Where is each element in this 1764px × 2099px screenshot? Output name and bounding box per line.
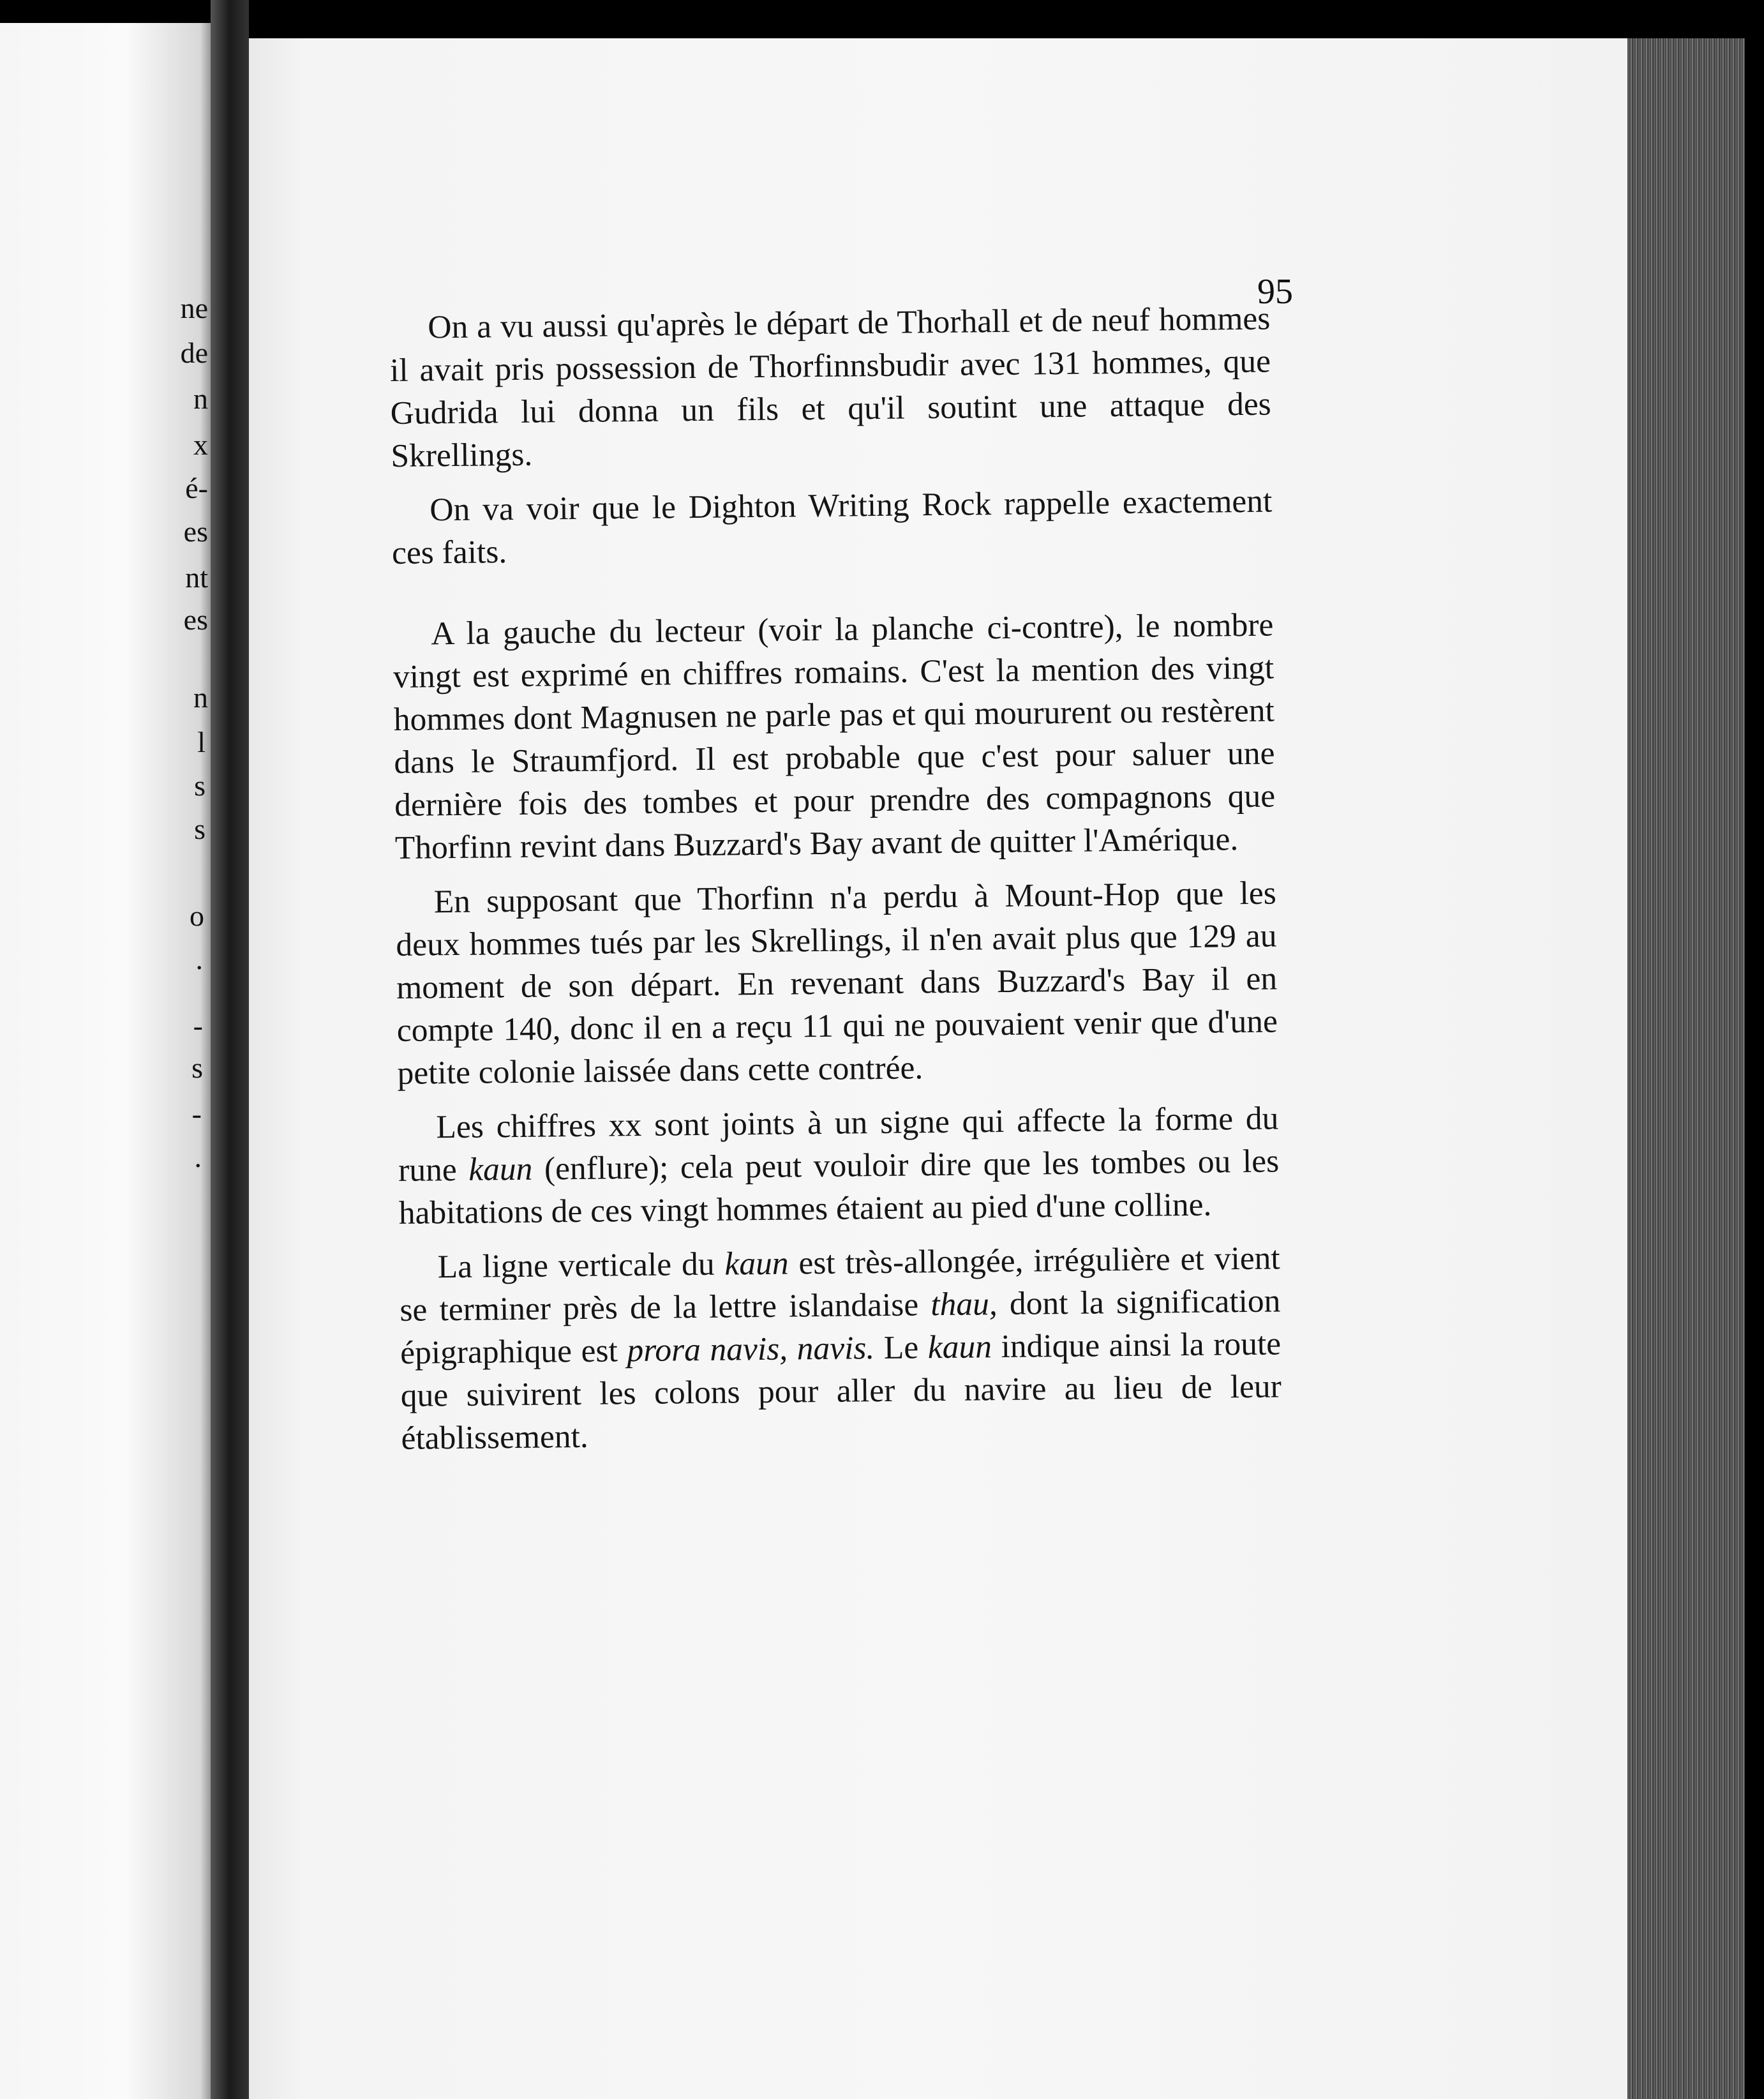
text-run: dont la signification épigraphique est [400, 1283, 1281, 1371]
left-page-fragment: es [183, 515, 208, 548]
left-page-fragment: . [195, 943, 203, 975]
scan-border [1745, 0, 1764, 2099]
left-page-fragment: x [193, 428, 208, 461]
text-run: (enflure); cela peut vouloir dire que les tombes ou les habitations de ces vingt hommes étaient au pied d'une colline. [398, 1143, 1280, 1231]
left-page-fragment: s [191, 1051, 203, 1084]
paragraph: On va voir que le Dighton Writing Rock rappelle exactement ces faits. [391, 483, 1273, 571]
left-facing-page [0, 23, 211, 2099]
body-text [389, 297, 1282, 1471]
left-page-fragment: es [183, 603, 208, 636]
left-page-fragment: - [193, 1009, 203, 1042]
left-page-fragment: l [197, 726, 206, 758]
left-page-fragment: nt [185, 561, 208, 594]
page-number: 95 [1257, 272, 1293, 312]
italic-term: kaun [927, 1328, 992, 1366]
text-run: est très-allongée, irrégulière et vient se terminer près de la lettre islandaise [400, 1240, 1280, 1328]
italic-term: thau, [931, 1286, 998, 1323]
book-gutter [211, 0, 249, 2099]
page-edges [1627, 38, 1745, 2099]
left-page-fragment: n [193, 382, 208, 415]
left-page-fragment: é- [185, 472, 208, 504]
text-run: Les chiffres xx sont joints à un signe qui affecte la forme du rune [398, 1100, 1279, 1189]
paragraph [399, 1237, 1282, 1459]
left-page-fragment: n [193, 681, 208, 714]
left-page-fragment: ne [180, 292, 208, 324]
italic-term: kaun [724, 1245, 789, 1283]
paragraph: On a vu aussi qu'après le départ de Thorhall et de neuf hommes il avait pris possession de Thorfinnsbudir avec 131 hommes, que Gudrida lui donna un fils et qu'il soutint une attaque des Skrellings. [389, 300, 1271, 474]
left-page-fragment: s [194, 813, 206, 845]
left-page-fragment: s [194, 769, 206, 802]
left-page-fragment: o [190, 899, 204, 932]
text-run: indique ainsi la route que suivirent les colons pour aller du navire au lieu de leur établissement. [400, 1325, 1282, 1457]
left-page-fragment: - [191, 1097, 202, 1130]
italic-term: kaun [468, 1150, 533, 1188]
paragraph: A la gauche du lecteur (voir la planche ci-contre), le nombre vingt est exprimé en chiffres romains. C'est la mention des vingt hommes dont Magnusen ne parle pas et qui moururent ou restèrent dans le Straumfjord. Il est probable que c'est pour saluer une dernière fois des tombes et pour prendre des compagnons que Thorfinn revint dans Buzzard's Bay avant de quitter l'Amérique. [392, 606, 1276, 866]
paragraph: En supposant que Thorfinn n'a perdu à Mount-Hop que les deux hommes tués par les Skrellings, il n'en avait plus que 129 au moment de son départ. En revenant dans Buzzard's Bay il en compte 140, donc il en a reçu 11 qui ne pouvaient venir que d'une petite colonie laissée dans cette contrée. [396, 875, 1278, 1092]
left-page-fragment: . [194, 1141, 202, 1173]
paragraph [398, 1097, 1280, 1234]
italic-term: prora navis, navis. [627, 1330, 875, 1369]
text-run: Le [874, 1329, 929, 1367]
text-run: La ligne verticale du [437, 1245, 725, 1286]
left-page-fragment: de [180, 336, 208, 369]
